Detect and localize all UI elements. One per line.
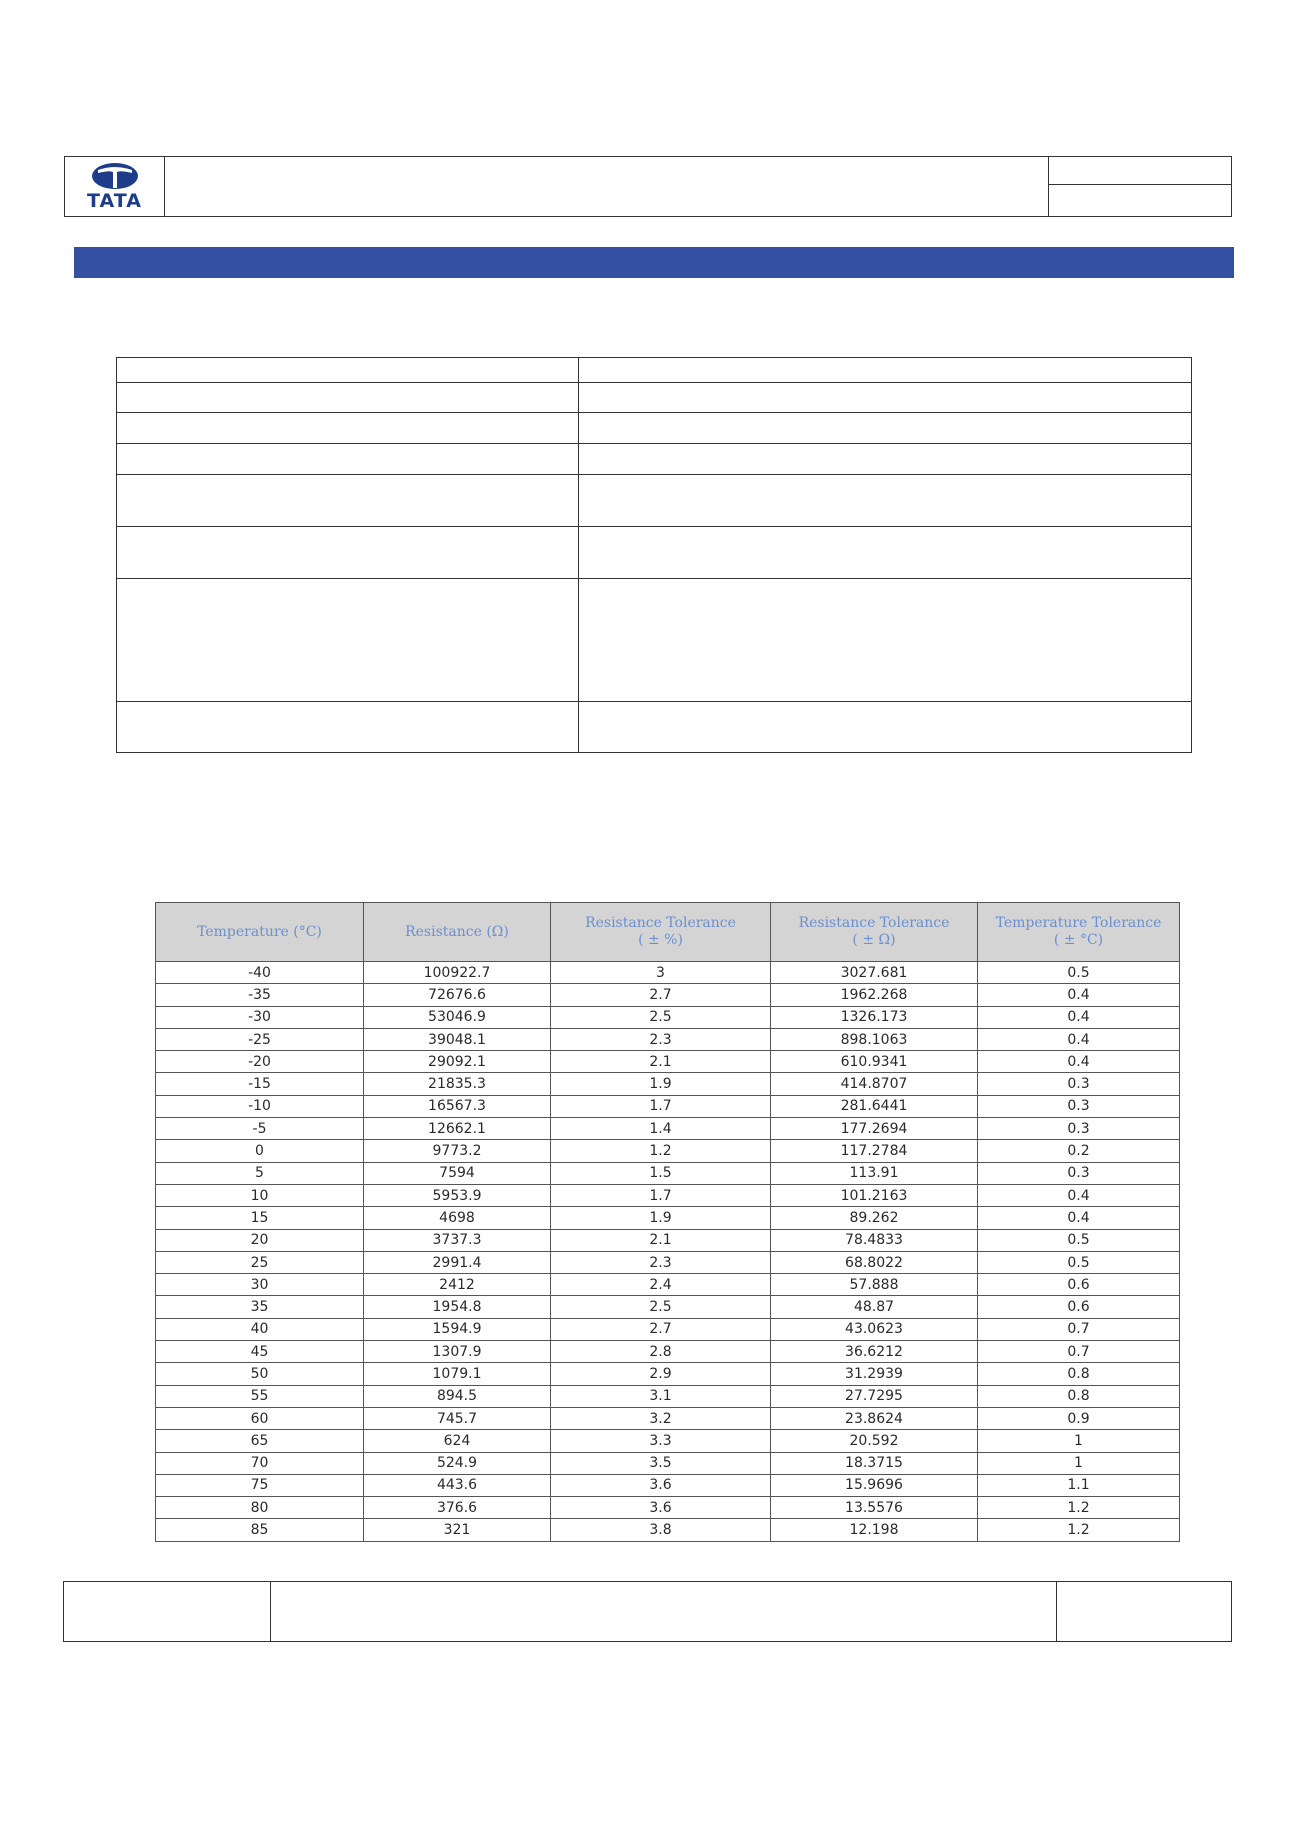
document-header	[64, 156, 1232, 217]
table-cell: -30	[156, 1006, 364, 1028]
table-row	[156, 984, 1180, 1006]
footer-cell-left	[64, 1582, 271, 1641]
section-banner	[74, 247, 1234, 278]
header-resistance-tolerance-ohm	[771, 903, 978, 962]
table-cell: 2.5	[551, 1296, 771, 1318]
table-cell: 70	[156, 1452, 364, 1474]
table-cell: 48.87	[771, 1296, 978, 1318]
spec-cell	[117, 358, 579, 383]
table-cell: -25	[156, 1028, 364, 1050]
table-cell: 0.3	[978, 1073, 1180, 1095]
table-cell: 0.5	[978, 962, 1180, 984]
table-cell: 0.8	[978, 1363, 1180, 1385]
header-meta-row-2	[1049, 185, 1231, 216]
table-cell: 745.7	[364, 1407, 551, 1429]
table-row	[156, 1118, 1180, 1140]
table-cell: 2991.4	[364, 1251, 551, 1273]
table-cell: 30	[156, 1274, 364, 1296]
table-cell: 2.7	[551, 984, 771, 1006]
table-cell: 0.6	[978, 1274, 1180, 1296]
table-cell: 2.1	[551, 1051, 771, 1073]
document-footer	[63, 1581, 1232, 1642]
spec-cell	[579, 413, 1192, 444]
table-cell: 5	[156, 1162, 364, 1184]
table-cell: 3.1	[551, 1385, 771, 1407]
table-row	[156, 1140, 1180, 1162]
table-cell: 29092.1	[364, 1051, 551, 1073]
table-row	[156, 1318, 1180, 1340]
spec-cell	[117, 475, 579, 527]
table-cell: -10	[156, 1095, 364, 1117]
spec-cell	[579, 383, 1192, 413]
table-cell: -20	[156, 1051, 364, 1073]
table-cell: 18.3715	[771, 1452, 978, 1474]
table-body	[156, 962, 1180, 1542]
table-row	[156, 1073, 1180, 1095]
table-row	[156, 1519, 1180, 1541]
table-row	[156, 1095, 1180, 1117]
table-cell: 1.2	[978, 1519, 1180, 1541]
table-cell: 85	[156, 1519, 364, 1541]
table-cell: 376.6	[364, 1497, 551, 1519]
logo-wordmark: TATA	[87, 190, 142, 212]
spec-row	[117, 579, 1192, 702]
tata-logo-icon	[90, 162, 140, 190]
table-cell: 0.4	[978, 1184, 1180, 1206]
table-cell: 624	[364, 1430, 551, 1452]
table-cell: 2.9	[551, 1363, 771, 1385]
spec-row	[117, 358, 1192, 383]
spec-cell	[117, 527, 579, 579]
table-cell: 9773.2	[364, 1140, 551, 1162]
spec-row	[117, 444, 1192, 475]
header-resistance-tolerance-percent	[551, 903, 771, 962]
table-cell: 0.8	[978, 1385, 1180, 1407]
table-cell: 2.7	[551, 1318, 771, 1340]
table-cell: 610.9341	[771, 1051, 978, 1073]
table-cell: 3.8	[551, 1519, 771, 1541]
table-cell: -40	[156, 962, 364, 984]
table-cell: 2.3	[551, 1251, 771, 1273]
table-cell: 1326.173	[771, 1006, 978, 1028]
table-cell: 1307.9	[364, 1341, 551, 1363]
table-cell: 1.9	[551, 1207, 771, 1229]
table-row	[156, 1274, 1180, 1296]
table-cell: -5	[156, 1118, 364, 1140]
header-resistance	[364, 903, 551, 962]
spec-cell	[579, 702, 1192, 753]
table-cell: 3.3	[551, 1430, 771, 1452]
table-row	[156, 1296, 1180, 1318]
table-cell: 10	[156, 1184, 364, 1206]
table-cell: 524.9	[364, 1452, 551, 1474]
header-meta-cell	[1049, 157, 1231, 216]
table-cell: 23.8624	[771, 1407, 978, 1429]
spec-cell	[117, 702, 579, 753]
table-cell: 443.6	[364, 1474, 551, 1496]
spec-cell	[579, 358, 1192, 383]
table-row	[156, 1341, 1180, 1363]
table-row	[156, 1051, 1180, 1073]
table-cell: -35	[156, 984, 364, 1006]
spec-row	[117, 475, 1192, 527]
header-title-cell	[165, 157, 1049, 216]
table-cell: 80	[156, 1497, 364, 1519]
header-label: Resistance (Ω)	[405, 923, 509, 940]
table-row	[156, 1028, 1180, 1050]
table-cell: 1.7	[551, 1184, 771, 1206]
spec-cell	[579, 579, 1192, 702]
table-cell: 113.91	[771, 1162, 978, 1184]
table-cell: 4698	[364, 1207, 551, 1229]
table-cell: 1.1	[978, 1474, 1180, 1496]
table-cell: 55	[156, 1385, 364, 1407]
header-meta-row-1	[1049, 157, 1231, 185]
table-cell: 1	[978, 1452, 1180, 1474]
header-label: Resistance Tolerance	[585, 915, 736, 931]
table-row	[156, 1497, 1180, 1519]
table-cell: 1.9	[551, 1073, 771, 1095]
table-row	[156, 1184, 1180, 1206]
table-cell: 2.1	[551, 1229, 771, 1251]
table-row	[156, 1162, 1180, 1184]
table-cell: 177.2694	[771, 1118, 978, 1140]
table-cell: 101.2163	[771, 1184, 978, 1206]
table-cell: 1954.8	[364, 1296, 551, 1318]
table-cell: 40	[156, 1318, 364, 1340]
spec-cell	[117, 383, 579, 413]
header-label: Temperature (°C)	[197, 923, 322, 940]
table-cell: 36.6212	[771, 1341, 978, 1363]
table-cell: 3.6	[551, 1474, 771, 1496]
table-row	[156, 1385, 1180, 1407]
table-cell: 27.7295	[771, 1385, 978, 1407]
table-cell: 78.4833	[771, 1229, 978, 1251]
table-cell: 0.5	[978, 1229, 1180, 1251]
table-cell: 2.3	[551, 1028, 771, 1050]
table-cell: 0	[156, 1140, 364, 1162]
table-cell: 1962.268	[771, 984, 978, 1006]
spec-cell	[579, 444, 1192, 475]
header-unit: ( ± %)	[638, 932, 683, 948]
table-cell: 57.888	[771, 1274, 978, 1296]
table-cell: 0.4	[978, 1006, 1180, 1028]
table-cell: 60	[156, 1407, 364, 1429]
table-cell: 50	[156, 1363, 364, 1385]
table-cell: 1.5	[551, 1162, 771, 1184]
header-temperature	[156, 903, 364, 962]
spec-row	[117, 702, 1192, 753]
table-cell: 414.8707	[771, 1073, 978, 1095]
table-cell: 31.2939	[771, 1363, 978, 1385]
header-unit: ( ± °C)	[1053, 932, 1104, 948]
header-label: Temperature Tolerance	[995, 915, 1162, 931]
spec-cell	[117, 579, 579, 702]
table-cell: 0.3	[978, 1162, 1180, 1184]
table-cell: 5953.9	[364, 1184, 551, 1206]
table-cell: 898.1063	[771, 1028, 978, 1050]
spec-cell	[579, 475, 1192, 527]
table-row	[156, 1452, 1180, 1474]
table-row	[156, 1229, 1180, 1251]
table-cell: 75	[156, 1474, 364, 1496]
table-cell: 15	[156, 1207, 364, 1229]
header-label: Resistance Tolerance	[798, 915, 950, 931]
spec-cell	[117, 444, 579, 475]
table-cell: 894.5	[364, 1385, 551, 1407]
table-cell: 3027.681	[771, 962, 978, 984]
spec-row	[117, 527, 1192, 579]
table-cell: 12.198	[771, 1519, 978, 1541]
table-cell: 0.3	[978, 1095, 1180, 1117]
table-cell: 100922.7	[364, 962, 551, 984]
table-cell: 72676.6	[364, 984, 551, 1006]
table-cell: 0.3	[978, 1118, 1180, 1140]
table-row	[156, 962, 1180, 984]
table-cell: 1.2	[978, 1497, 1180, 1519]
table-cell: 1	[978, 1430, 1180, 1452]
table-cell: 39048.1	[364, 1028, 551, 1050]
spec-row	[117, 383, 1192, 413]
table-cell: 281.6441	[771, 1095, 978, 1117]
table-cell: 12662.1	[364, 1118, 551, 1140]
spec-cell	[117, 413, 579, 444]
table-row	[156, 1430, 1180, 1452]
footer-cell-right	[1057, 1582, 1231, 1641]
table-cell: 3	[551, 962, 771, 984]
table-cell: 21835.3	[364, 1073, 551, 1095]
table-cell: 3737.3	[364, 1229, 551, 1251]
footer-cell-center	[271, 1582, 1057, 1641]
table-cell: 53046.9	[364, 1006, 551, 1028]
table-header-row	[156, 903, 1180, 962]
table-cell: 0.4	[978, 984, 1180, 1006]
table-row	[156, 1407, 1180, 1429]
table-row	[156, 1474, 1180, 1496]
spec-row	[117, 413, 1192, 444]
table-cell: 35	[156, 1296, 364, 1318]
table-cell: 0.4	[978, 1028, 1180, 1050]
table-cell: 0.2	[978, 1140, 1180, 1162]
table-cell: 3.5	[551, 1452, 771, 1474]
table-cell: 321	[364, 1519, 551, 1541]
table-cell: 117.2784	[771, 1140, 978, 1162]
table-cell: 1594.9	[364, 1318, 551, 1340]
logo-cell	[65, 157, 165, 216]
table-cell: -15	[156, 1073, 364, 1095]
resistance-temperature-table	[155, 902, 1180, 1542]
table-row	[156, 1207, 1180, 1229]
table-cell: 25	[156, 1251, 364, 1273]
table-cell: 13.5576	[771, 1497, 978, 1519]
table-cell: 45	[156, 1341, 364, 1363]
table-cell: 0.7	[978, 1341, 1180, 1363]
table-cell: 0.5	[978, 1251, 1180, 1273]
table-cell: 0.6	[978, 1296, 1180, 1318]
table-cell: 16567.3	[364, 1095, 551, 1117]
table-cell: 20	[156, 1229, 364, 1251]
table-row	[156, 1251, 1180, 1273]
table-cell: 2.4	[551, 1274, 771, 1296]
header-unit: ( ± Ω)	[852, 932, 896, 948]
table-cell: 0.9	[978, 1407, 1180, 1429]
table-cell: 89.262	[771, 1207, 978, 1229]
table-cell: 1.4	[551, 1118, 771, 1140]
table-cell: 0.4	[978, 1051, 1180, 1073]
table-cell: 68.8022	[771, 1251, 978, 1273]
table-cell: 3.6	[551, 1497, 771, 1519]
table-cell: 1.2	[551, 1140, 771, 1162]
table-cell: 7594	[364, 1162, 551, 1184]
table-cell: 3.2	[551, 1407, 771, 1429]
header-temperature-tolerance	[978, 903, 1180, 962]
table-cell: 15.9696	[771, 1474, 978, 1496]
spec-table	[116, 357, 1192, 753]
table-cell: 1.7	[551, 1095, 771, 1117]
table-cell: 2.5	[551, 1006, 771, 1028]
table-cell: 2412	[364, 1274, 551, 1296]
table-cell: 20.592	[771, 1430, 978, 1452]
table-cell: 0.7	[978, 1318, 1180, 1340]
table-row	[156, 1363, 1180, 1385]
table-cell: 2.8	[551, 1341, 771, 1363]
spec-cell	[579, 527, 1192, 579]
table-row	[156, 1006, 1180, 1028]
table-cell: 0.4	[978, 1207, 1180, 1229]
table-cell: 1079.1	[364, 1363, 551, 1385]
table-cell: 65	[156, 1430, 364, 1452]
table-cell: 43.0623	[771, 1318, 978, 1340]
